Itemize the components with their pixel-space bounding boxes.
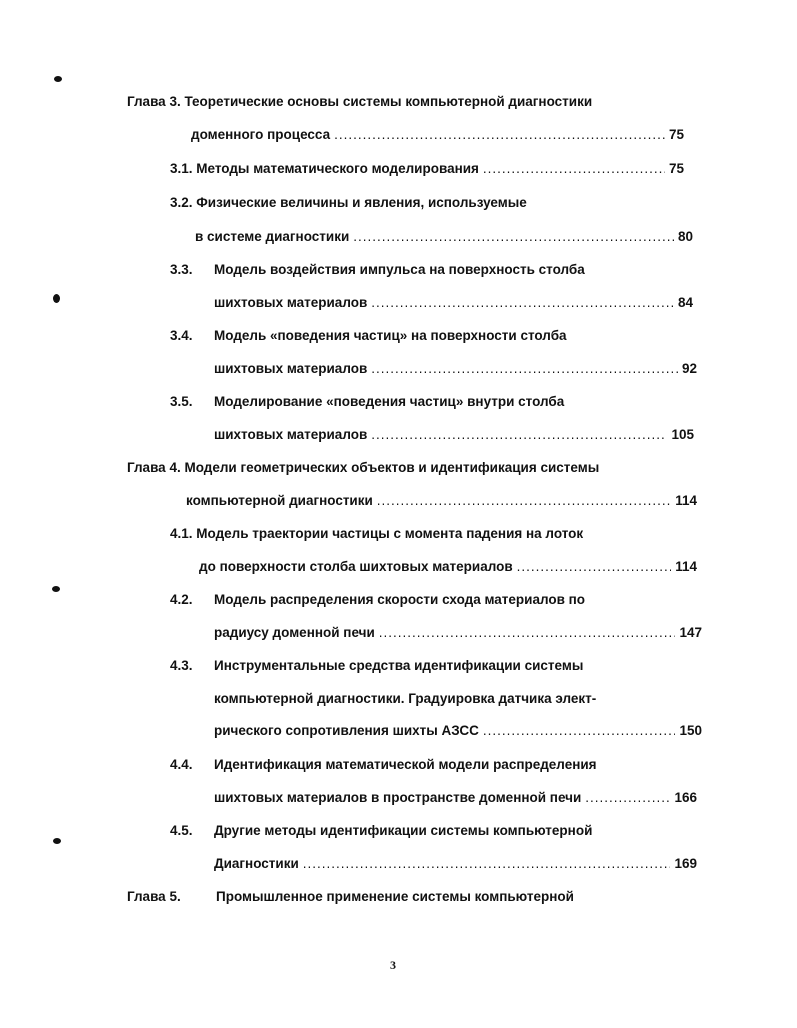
toc-page-number: 150 <box>679 723 702 738</box>
dot-leader <box>377 490 671 512</box>
toc-page-number: 75 <box>668 161 684 176</box>
toc-section-3-4-title <box>170 325 567 347</box>
toc-text: шихтовых материалов в пространстве доменной печи <box>214 790 582 805</box>
toc-page-number: 92 <box>681 361 697 376</box>
toc-section-4-5-entry <box>214 853 697 875</box>
scan-speck <box>52 586 60 592</box>
toc-section-4-1-entry <box>199 556 697 578</box>
toc-text: компьютерной диагностики <box>186 493 373 508</box>
toc-text: Моделирование «поведения частиц» внутри столба <box>214 394 565 409</box>
toc-chapter-4-title <box>127 457 599 479</box>
toc-text: Инструментальные средства идентификации системы <box>214 658 584 673</box>
dot-leader <box>517 556 672 578</box>
toc-chapter-3-title <box>127 91 592 113</box>
toc-text: радиусу доменной печи <box>214 625 375 640</box>
toc-section-3-3-entry <box>214 292 693 314</box>
dot-leader <box>483 720 676 742</box>
dot-leader <box>303 853 671 875</box>
toc-section-3-4-entry <box>214 358 697 380</box>
toc-page-number: 114 <box>675 493 697 508</box>
toc-text: Глава 4. Модели геометрических объектов и идентификация системы <box>127 460 600 475</box>
dot-leader <box>483 158 665 180</box>
toc-section-3-5-entry <box>214 424 694 446</box>
toc-section-4-3-title <box>170 655 583 677</box>
toc-section-4-5-title <box>170 820 592 842</box>
toc-text: Модель воздействия импульса на поверхность столба <box>214 262 585 277</box>
dot-leader <box>379 622 676 644</box>
toc-section-number: 3.5. <box>170 394 193 409</box>
toc-section-4-3-entry <box>214 720 702 742</box>
toc-page-number: 84 <box>677 295 693 310</box>
toc-section-4-2-entry <box>214 622 702 644</box>
toc-text: до поверхности столба шихтовых материалов <box>199 559 513 574</box>
dot-leader <box>585 787 670 809</box>
toc-section-4-3-cont <box>214 688 596 710</box>
dot-leader <box>353 226 674 248</box>
toc-section-number: 3.3. <box>170 262 193 277</box>
toc-text: 3.1. Методы математического моделирования <box>170 161 479 176</box>
toc-page-number: 105 <box>671 427 694 442</box>
toc-section-3-1 <box>170 158 684 180</box>
toc-page-number: 147 <box>679 625 702 640</box>
toc-chapter-5-title <box>127 886 574 908</box>
page-number: 3 <box>390 958 396 972</box>
toc-text: 4.1. Модель траектории частицы с момента падения на лоток <box>170 526 584 541</box>
toc-section-4-4-entry <box>214 787 697 809</box>
toc-chapter-4-entry <box>186 490 697 512</box>
toc-page-number: 114 <box>675 559 697 574</box>
toc-page-number: 80 <box>677 229 693 244</box>
toc-section-3-5-title <box>170 391 564 413</box>
toc-text: Промышленное применение системы компьютерной <box>216 889 574 904</box>
scan-speck <box>53 294 60 303</box>
toc-text: Модель распределения скорости схода материалов по <box>214 592 586 607</box>
toc-section-3-2-entry <box>195 226 693 248</box>
toc-text: Идентификация математической модели распределения <box>214 757 597 772</box>
toc-text: Другие методы идентификации системы компьютерной <box>214 823 593 838</box>
toc-text: в системе диагностики <box>195 229 350 244</box>
toc-text: рического сопротивления шихты АЗСС <box>214 723 479 738</box>
toc-page-number: 75 <box>668 127 684 142</box>
toc-section-3-3-title <box>170 259 585 281</box>
toc-section-number: 4.4. <box>170 757 193 772</box>
toc-text: 3.2. Физические величины и явления, используемые <box>170 195 527 210</box>
toc-text: Модель «поведения частиц» на поверхности столба <box>214 328 567 343</box>
toc-text: шихтовых материалов <box>214 361 368 376</box>
toc-page-number: 169 <box>674 856 697 871</box>
toc-section-number: 4.3. <box>170 658 193 673</box>
toc-section-number: 3.4. <box>170 328 193 343</box>
scan-speck <box>54 76 62 82</box>
toc-chapter-3-entry <box>191 124 684 146</box>
dot-leader <box>371 292 674 314</box>
dot-leader <box>334 124 665 146</box>
toc-section-number: 4.5. <box>170 823 193 838</box>
scan-speck <box>53 838 61 844</box>
dot-leader <box>371 424 667 446</box>
toc-section-4-2-title <box>170 589 585 611</box>
toc-section-4-4-title <box>170 754 597 776</box>
toc-text: Диагностики <box>214 856 299 871</box>
toc-text: шихтовых материалов <box>214 427 368 442</box>
toc-text: Глава 3. Теоретические основы системы компьютерной диагностики <box>127 94 593 109</box>
toc-page-number: 166 <box>674 790 697 805</box>
toc-section-4-1-title <box>170 523 583 545</box>
toc-text: шихтовых материалов <box>214 295 368 310</box>
toc-section-number: 4.2. <box>170 592 193 607</box>
toc-section-3-2-title <box>170 192 527 214</box>
toc-text: компьютерной диагностики. Градуировка датчика элект- <box>214 691 597 706</box>
toc-chapter-label: Глава 5. <box>127 889 181 904</box>
toc-text: доменного процесса <box>191 127 331 142</box>
dot-leader <box>371 358 678 380</box>
